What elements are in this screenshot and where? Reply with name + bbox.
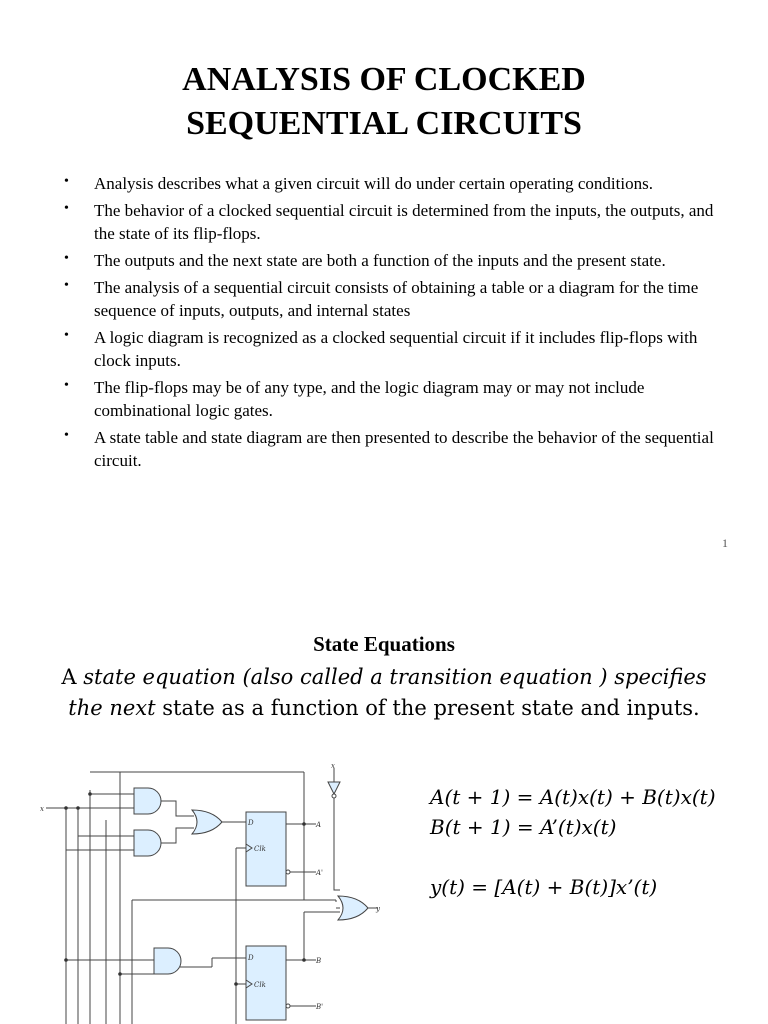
bullet-text: A state table and state diagram are then presented to describe the behavior of the sequential circuit. [94,428,714,470]
equation-y: y(t) = [A(t) + B(t)]x’(t) [430,875,658,899]
label-d1: D [248,819,254,827]
bullet-text: Analysis describes what a given circuit will do under certain operating conditions. [94,174,653,193]
bullet-dot: • [64,378,69,393]
bullet-item [64,276,714,322]
intro-prefix: A [61,665,84,689]
and-gate [134,788,161,814]
bullet-text: A logic diagram is recognized as a clocked sequential circuit if it includes flip-flops with clock inputs. [94,328,698,370]
bullet-dot: • [64,428,69,443]
label-a: A [316,821,322,829]
label-d2: D [248,954,254,962]
label-b-bar: B' [316,1003,324,1011]
bullet-list [64,172,714,476]
bullet-item [64,199,714,245]
logic-circuit-diagram [36,760,396,1024]
bullet-item [64,426,714,472]
section-title: State Equations [313,632,455,656]
equation-b: B(t + 1) = A’(t)x(t) [430,815,617,839]
bullet-item [64,172,714,195]
and-gate [154,948,181,974]
bullet-item [64,249,714,272]
bullet-text: The outputs and the next state are both a function of the inputs and the present state. [94,251,666,270]
bullet-text: The flip-flops may be of any type, and the logic diagram may or may not include combinational logic gates. [94,378,645,420]
label-b: B [316,957,322,965]
label-y: y [376,905,380,913]
bullet-dot: • [64,201,69,216]
bullet-text: The behavior of a clocked sequential circuit is determined from the inputs, the outputs, and the state of its flip-flops. [94,201,714,243]
label-x-input: x [40,805,44,813]
intro-italic: state equation (also called a transition equation ) specifies the next [68,665,707,720]
and-gate [134,830,161,856]
intro-rest: state as a function of the present state and inputs. [155,696,700,720]
bullet-dot: • [64,328,69,343]
label-x-top: x [331,762,335,770]
slide-title-line1: ANALYSIS OF CLOCKED [182,61,586,98]
bullet-text: The analysis of a sequential circuit consists of obtaining a table or a diagram for the time sequence of inputs, outputs, and internal states [94,278,699,320]
bullet-dot: • [64,251,69,266]
bullet-item [64,326,714,372]
page-number: 1 [722,536,728,550]
or-gate [192,810,222,834]
label-a-bar: A' [316,869,323,877]
slide-title-line2: SEQUENTIAL CIRCUITS [186,105,582,142]
slide-title [0,58,768,146]
inverter [328,782,340,794]
bullet-dot: • [64,278,69,293]
state-equation-definition [50,662,718,724]
label-clk1: Clk [254,845,266,853]
state-equations [430,782,716,902]
bullet-dot: • [64,174,69,189]
equation-a: A(t + 1) = A(t)x(t) + B(t)x(t) [430,785,716,809]
label-clk2: Clk [254,981,266,989]
or-gate [338,896,368,920]
bullet-item [64,376,714,422]
